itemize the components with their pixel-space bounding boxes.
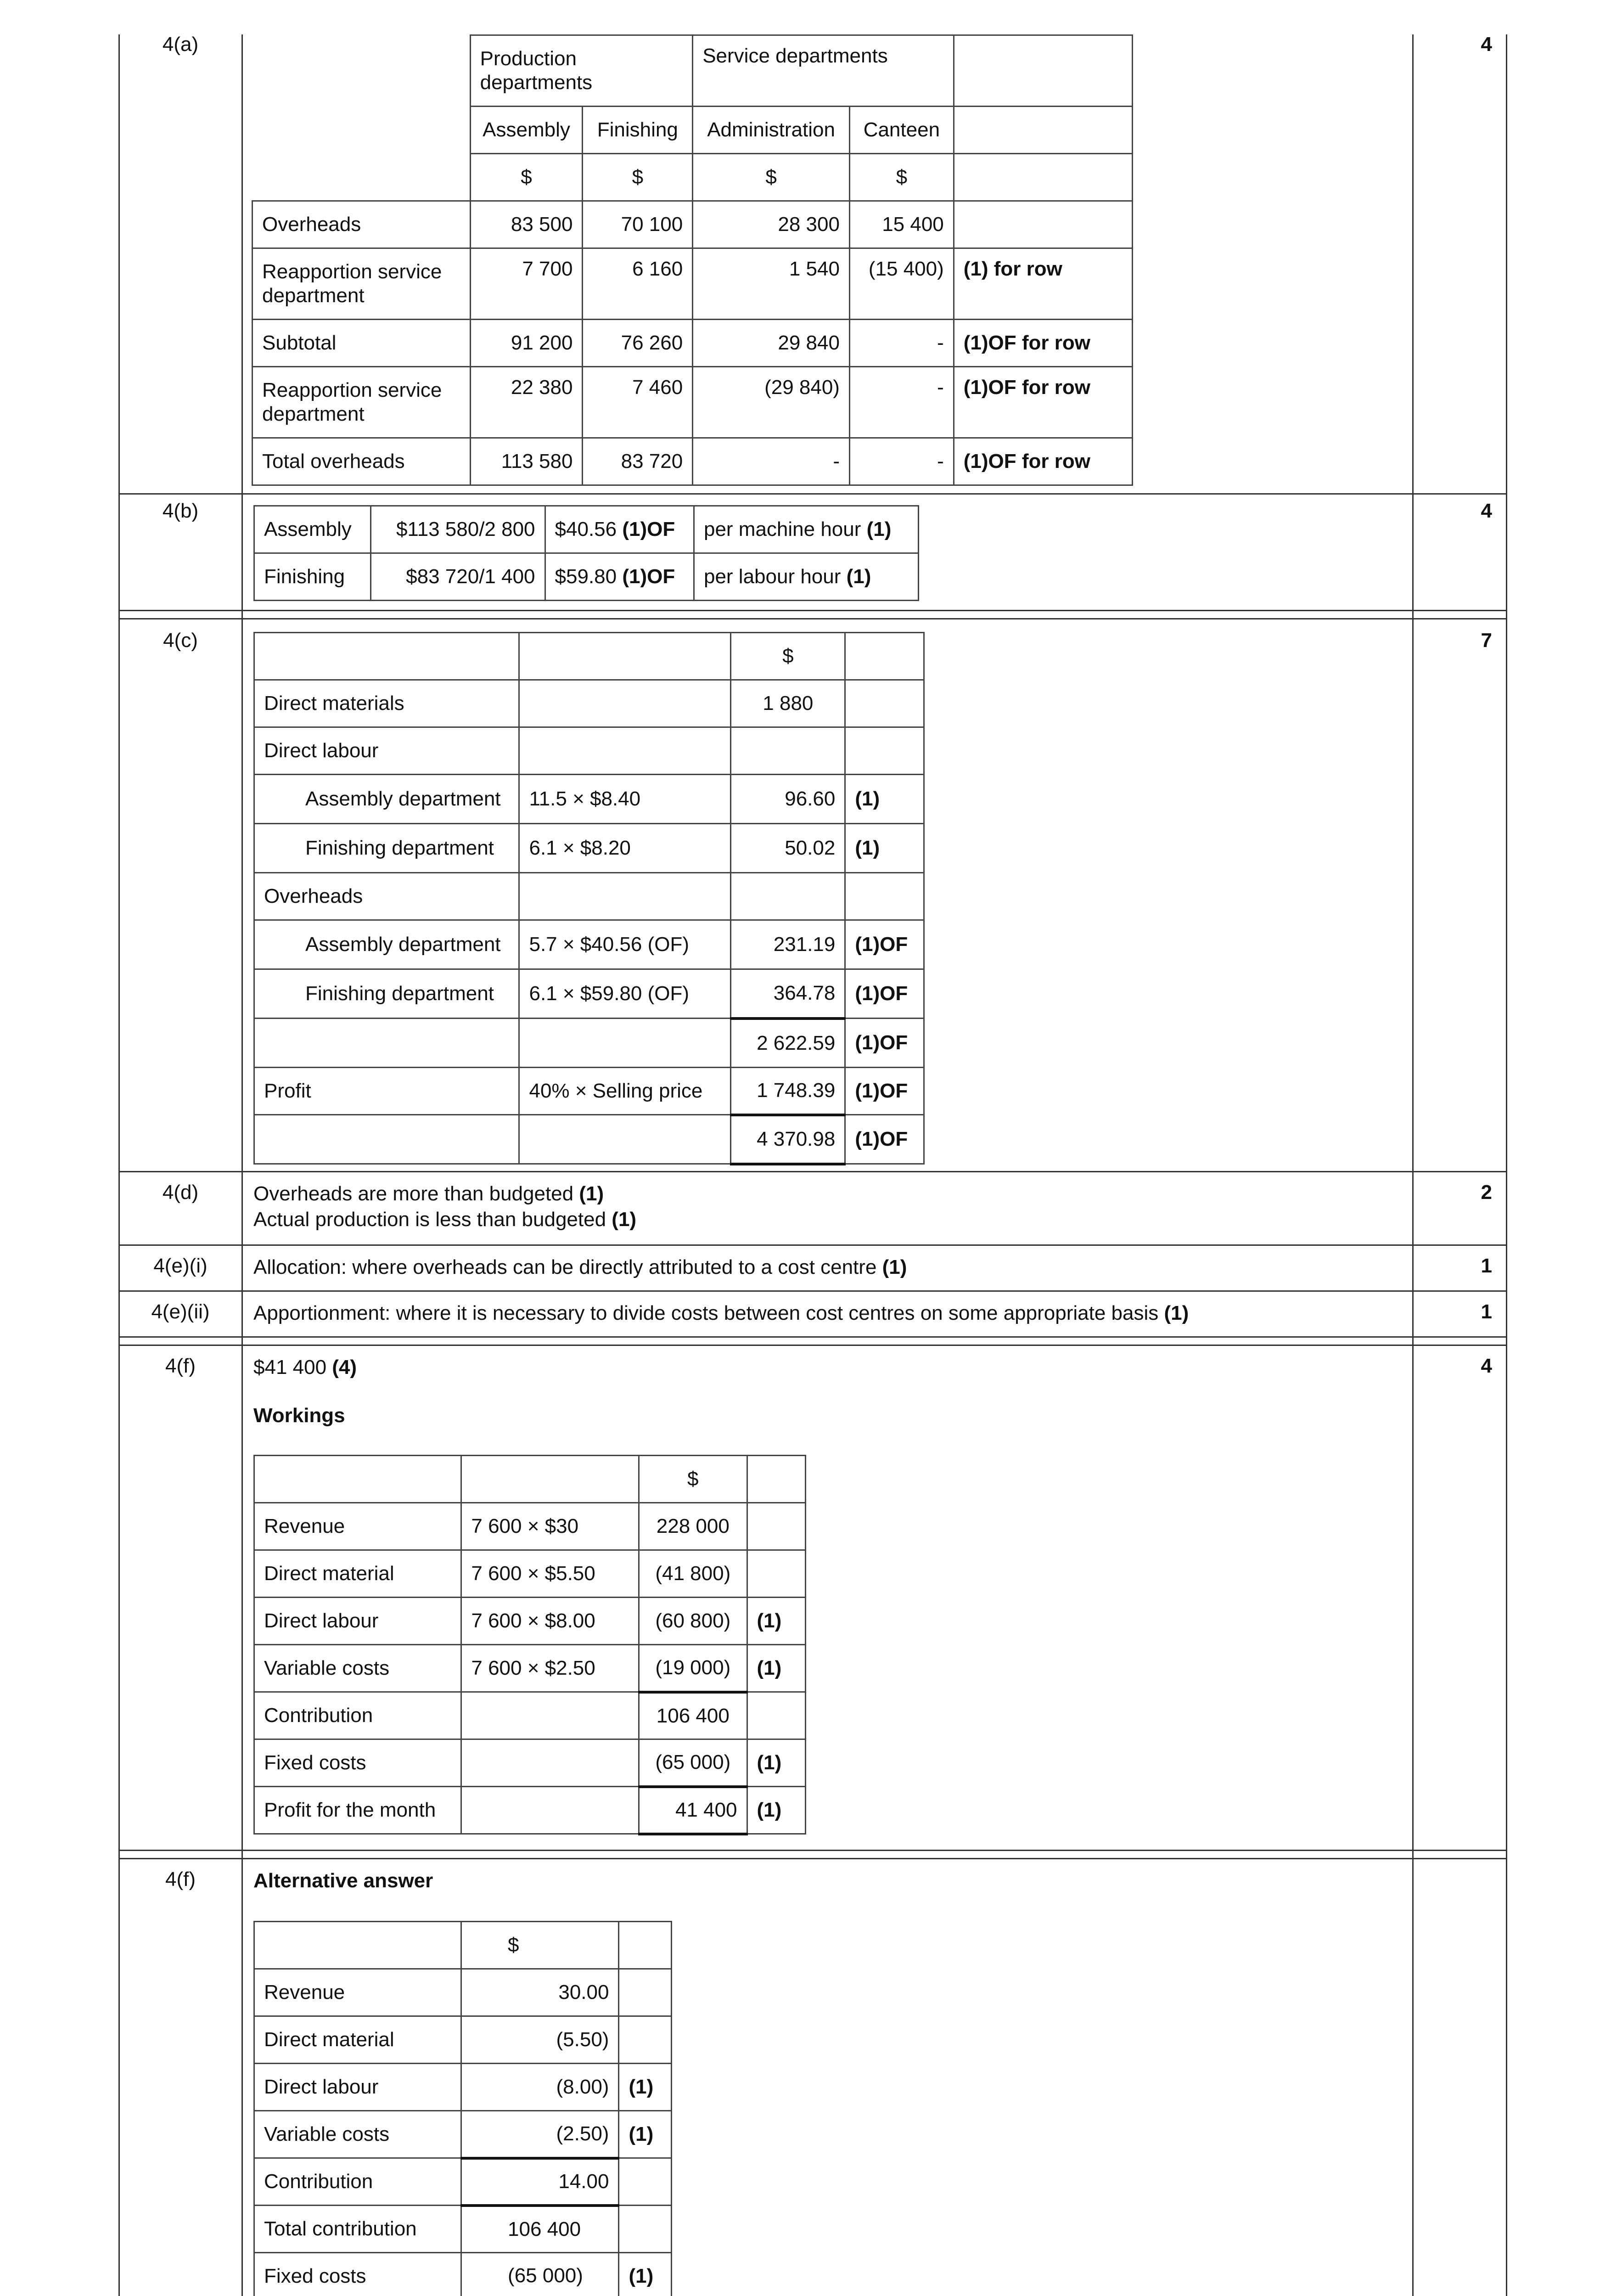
question-label-4ei: 4(e)(i): [153, 1255, 208, 1277]
mark-note: (1): [1164, 1302, 1189, 1324]
administration-value: 29 840: [693, 320, 850, 367]
mark-note: (1)OF: [845, 1068, 924, 1115]
administration-value: (29 840): [693, 367, 850, 438]
currency-label: $: [849, 154, 954, 201]
mark-note: [954, 201, 1132, 248]
calculation: [519, 727, 731, 775]
row-separator: [118, 1858, 1507, 1859]
finishing-value: 76 260: [583, 320, 693, 367]
mark-note: (1): [619, 2253, 672, 2296]
row-label: Direct labour: [254, 1598, 461, 1645]
table-row: [254, 969, 924, 1019]
rate-cell: [545, 553, 694, 601]
mark-note: (1): [845, 775, 924, 824]
table-row: [254, 775, 924, 824]
table-row: [254, 1787, 806, 1834]
mark-note: (1): [747, 1645, 805, 1692]
mark-note: (1)OF: [845, 969, 924, 1019]
currency-label: $: [731, 633, 845, 680]
rate-value: $59.80: [555, 565, 623, 588]
value: (65 000): [639, 1739, 747, 1787]
row-label: Direct labour: [254, 727, 519, 775]
rate-value: $40.56: [555, 518, 623, 540]
mark-note: (1)OF for row: [954, 438, 1132, 485]
row-separator: [118, 1336, 1507, 1338]
currency-label: $: [639, 1456, 747, 1503]
calculation: [519, 873, 731, 920]
question-label-4f: 4(f): [165, 1355, 196, 1377]
value: 231.19: [731, 920, 845, 969]
mark-note: (1): [747, 1787, 805, 1834]
mark-note: (1): [882, 1256, 907, 1278]
mark-note: [619, 2016, 672, 2064]
assembly-value: 83 500: [470, 201, 583, 248]
calculation: 7 600 × $8.00: [461, 1598, 639, 1645]
row-label: Finishing department: [254, 824, 519, 873]
assembly-value: 113 580: [470, 438, 583, 485]
currency-label: $: [583, 154, 693, 201]
currency-label: $: [693, 154, 850, 201]
calculation: $83 720/1 400: [371, 553, 545, 601]
table-row: [254, 506, 919, 553]
table-row: [254, 2064, 672, 2111]
row-separator: [118, 1850, 1507, 1851]
workings-heading: Workings: [253, 1404, 345, 1427]
row-separator: [118, 1244, 1507, 1246]
canteen-value: -: [849, 320, 954, 367]
value: (65 000): [461, 2253, 619, 2296]
answer-line: [253, 1300, 1189, 1326]
total-value: 4 370.98: [731, 1115, 845, 1164]
table-row: [254, 2158, 672, 2206]
mark-note: (1)OF for row: [954, 367, 1132, 438]
marks-4eii: 1: [1481, 1300, 1492, 1323]
mark-note: (1): [747, 1598, 805, 1645]
header-production-departments: Production departments: [470, 35, 693, 107]
answer-line: [253, 1355, 357, 1380]
value: 96.60: [731, 775, 845, 824]
value: 106 400: [461, 2206, 619, 2253]
table-row: [254, 680, 924, 727]
frame-col1-line: [241, 34, 243, 2296]
calculation: [461, 1692, 639, 1739]
assembly-value: 91 200: [470, 320, 583, 367]
finishing-value: 6 160: [583, 248, 693, 320]
finishing-value: 83 720: [583, 438, 693, 485]
alternative-answer-table: [253, 1921, 672, 2296]
assembly-value: 22 380: [470, 367, 583, 438]
calculation: $113 580/2 800: [371, 506, 545, 553]
mark-note: [747, 1550, 805, 1598]
absorption-rate-table: [253, 505, 919, 601]
mark-note: (1)OF: [622, 565, 675, 588]
calculation: 5.7 × $40.56 (OF): [519, 920, 731, 969]
value: [731, 727, 845, 775]
row-label: Assembly department: [254, 775, 519, 824]
row-label: Contribution: [254, 2158, 461, 2206]
header-canteen: Canteen: [849, 107, 954, 154]
calculation: [519, 1019, 731, 1068]
value: (19 000): [639, 1645, 747, 1692]
value: 30.00: [461, 1969, 619, 2016]
assembly-value: 7 700: [470, 248, 583, 320]
row-label: Profit for the month: [254, 1787, 461, 1834]
table-row: [253, 201, 1133, 248]
header-finishing: Finishing: [583, 107, 693, 154]
mark-note: [845, 727, 924, 775]
table-row: [253, 367, 1133, 438]
table-row: [254, 1068, 924, 1115]
row-separator: [118, 618, 1507, 619]
row-label: Total overheads: [253, 438, 471, 485]
mark-note: (1): [619, 2111, 672, 2158]
row-label: Fixed costs: [254, 2253, 461, 2296]
administration-value: 28 300: [693, 201, 850, 248]
mark-note: [845, 873, 924, 920]
finishing-value: 7 460: [583, 367, 693, 438]
mark-note: (1): [612, 1208, 637, 1231]
table-row: [254, 2253, 672, 2296]
value: (60 800): [639, 1598, 747, 1645]
mark-note: [619, 2158, 672, 2206]
row-label: Overheads: [254, 873, 519, 920]
mark-note: (1): [579, 1182, 604, 1205]
profit-workings-table: [253, 1455, 806, 1835]
row-label: Variable costs: [254, 2111, 461, 2158]
mark-note: (1): [747, 1739, 805, 1787]
row-label: Profit: [254, 1068, 519, 1115]
basis-cell: [694, 553, 918, 601]
row-label: Direct material: [254, 1550, 461, 1598]
value: 106 400: [639, 1692, 747, 1739]
row-separator: [118, 610, 1507, 611]
row-label: Reapportion service department: [253, 367, 471, 438]
calculation: 7 600 × $5.50: [461, 1550, 639, 1598]
table-row: [253, 248, 1133, 320]
mark-note: (1): [619, 2064, 672, 2111]
overheads-table: [252, 34, 1133, 486]
calculation: 7 600 × $30: [461, 1503, 639, 1550]
table-row: [254, 1645, 806, 1692]
calculation: [461, 1739, 639, 1787]
department-label: Assembly: [254, 506, 371, 553]
value: 50.02: [731, 824, 845, 873]
mark-note: (1)OF: [622, 518, 675, 540]
canteen-value: 15 400: [849, 201, 954, 248]
mark-note: (1): [866, 518, 892, 540]
basis-cell: [694, 506, 918, 553]
currency-label: $: [470, 154, 583, 201]
marks-4f: 4: [1481, 1355, 1492, 1377]
question-label-4c: 4(c): [163, 629, 198, 652]
mark-note: (1) for row: [954, 248, 1132, 320]
mark-note: [619, 2206, 672, 2253]
question-label-4a: 4(a): [162, 33, 199, 56]
row-label: Revenue: [254, 1503, 461, 1550]
table-row: [254, 2111, 672, 2158]
row-label: Finishing department: [254, 969, 519, 1019]
mark-note: [747, 1692, 805, 1739]
row-label: Contribution: [254, 1692, 461, 1739]
row-label: [254, 1019, 519, 1068]
mark-note: (4): [332, 1356, 357, 1379]
calculation: [519, 1115, 731, 1164]
mark-note: (1)OF: [845, 920, 924, 969]
table-row: [254, 1019, 924, 1068]
mark-note: (1)OF for row: [954, 320, 1132, 367]
header-assembly: Assembly: [470, 107, 583, 154]
calculation: [519, 680, 731, 727]
value: (8.00): [461, 2064, 619, 2111]
answer-text: Apportionment: where it is necessary to divide costs between cost centres on some appropriate basis: [253, 1302, 1164, 1324]
table-row: [254, 1550, 806, 1598]
calculation: 11.5 × $8.40: [519, 775, 731, 824]
table-row: [254, 920, 924, 969]
calculation: 7 600 × $2.50: [461, 1645, 639, 1692]
canteen-value: -: [849, 438, 954, 485]
frame-right-line: [1506, 34, 1507, 2296]
mark-note: (1): [845, 824, 924, 873]
mark-note: [747, 1503, 805, 1550]
row-label: Revenue: [254, 1969, 461, 2016]
row-separator: [118, 1345, 1507, 1346]
row-label: Direct material: [254, 2016, 461, 2064]
table-row: [254, 727, 924, 775]
answer-text: Actual production is less than budgeted: [253, 1208, 612, 1231]
header-administration: Administration: [693, 107, 850, 154]
row-separator: [118, 1171, 1507, 1172]
question-label-4d: 4(d): [162, 1181, 199, 1204]
rate-cell: [545, 506, 694, 553]
marks-4ei: 1: [1481, 1255, 1492, 1277]
mark-note: (1): [846, 565, 871, 588]
basis-text: per machine hour: [703, 518, 867, 540]
administration-value: 1 540: [693, 248, 850, 320]
answer-text: Allocation: where overheads can be directly attributed to a cost centre: [253, 1256, 882, 1278]
marks-4c: 7: [1481, 629, 1492, 652]
value: (41 800): [639, 1550, 747, 1598]
canteen-value: -: [849, 367, 954, 438]
row-label: Direct materials: [254, 680, 519, 727]
answer-line: [253, 1207, 636, 1232]
question-label-4b: 4(b): [162, 500, 199, 522]
value: (2.50): [461, 2111, 619, 2158]
value: 14.00: [461, 2158, 619, 2206]
row-label: [254, 1115, 519, 1164]
table-row: [253, 438, 1133, 485]
table-row: [254, 873, 924, 920]
calculation: 6.1 × $8.20: [519, 824, 731, 873]
basis-text: per labour hour: [703, 565, 847, 588]
table-row: [254, 1692, 806, 1739]
canteen-value: (15 400): [849, 248, 954, 320]
table-row: [254, 1598, 806, 1645]
row-label: Subtotal: [253, 320, 471, 367]
answer-text: Overheads are more than budgeted: [253, 1182, 579, 1205]
value: 228 000: [639, 1503, 747, 1550]
total-value: 41 400: [639, 1787, 747, 1834]
row-label: Variable costs: [254, 1645, 461, 1692]
value: 1 748.39: [731, 1068, 845, 1115]
row-label: Fixed costs: [254, 1739, 461, 1787]
value: [731, 873, 845, 920]
alternative-answer-heading: Alternative answer: [253, 1869, 433, 1892]
row-label: Total contribution: [254, 2206, 461, 2253]
row-separator: [118, 1290, 1507, 1292]
mark-note: [845, 680, 924, 727]
row-label: Overheads: [253, 201, 471, 248]
value: 1 880: [731, 680, 845, 727]
row-label: Reapportion service department: [253, 248, 471, 320]
row-separator: [118, 493, 1507, 495]
currency-label: $: [461, 1922, 619, 1969]
mark-note: (1)OF: [845, 1115, 924, 1164]
table-row: [254, 1739, 806, 1787]
subtotal-value: 2 622.59: [731, 1019, 845, 1068]
marks-4d: 2: [1481, 1181, 1492, 1204]
table-row: [254, 1503, 806, 1550]
table-row: [254, 553, 919, 601]
table-row: [254, 2206, 672, 2253]
department-label: Finishing: [254, 553, 371, 601]
frame-col2-line: [1412, 34, 1414, 2296]
table-row: [254, 824, 924, 873]
calculation: 40% × Selling price: [519, 1068, 731, 1115]
value: (5.50): [461, 2016, 619, 2064]
table-row: [254, 2016, 672, 2064]
table-row: [254, 1115, 924, 1164]
value: 364.78: [731, 969, 845, 1019]
row-label: Direct labour: [254, 2064, 461, 2111]
answer-text: $41 400: [253, 1356, 332, 1379]
mark-note: (1)OF: [845, 1019, 924, 1068]
question-label-4f-alt: 4(f): [165, 1868, 196, 1891]
marks-4a: 4: [1481, 33, 1492, 56]
answer-line: [253, 1255, 907, 1280]
table-row: [253, 320, 1133, 367]
calculation: [461, 1787, 639, 1834]
table-row: [254, 1969, 672, 2016]
mark-note: [619, 1969, 672, 2016]
header-service-departments: Service departments: [693, 35, 954, 107]
calculation: 6.1 × $59.80 (OF): [519, 969, 731, 1019]
marks-4b: 4: [1481, 500, 1492, 522]
finishing-value: 70 100: [583, 201, 693, 248]
row-label: Assembly department: [254, 920, 519, 969]
question-label-4eii: 4(e)(ii): [151, 1300, 210, 1323]
job-cost-table: [253, 632, 925, 1165]
administration-value: -: [693, 438, 850, 485]
answer-line: [253, 1181, 604, 1207]
frame-left-line: [118, 34, 120, 2296]
